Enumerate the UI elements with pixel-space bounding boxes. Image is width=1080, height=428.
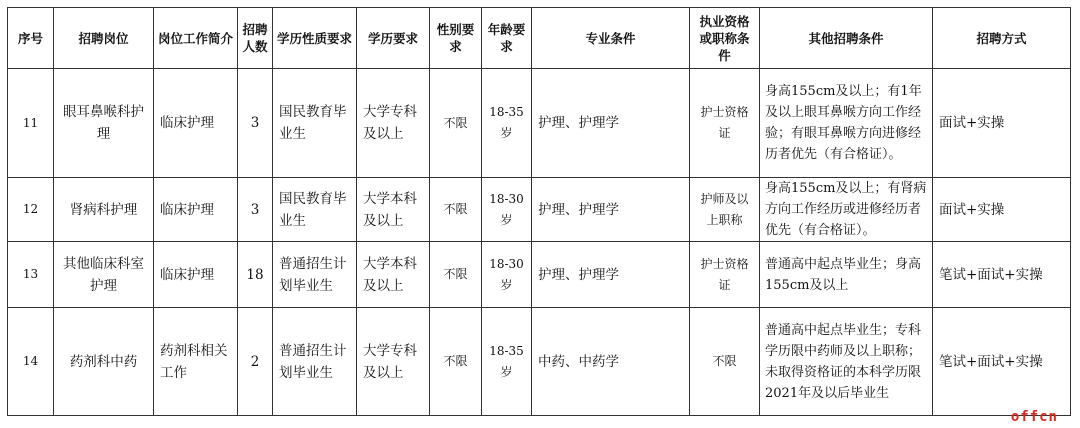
header-count: 招聘人数 — [238, 8, 273, 69]
cell-no: 13 — [8, 242, 54, 308]
cell-edu-type: 普通招生计划毕业生 — [273, 242, 357, 308]
cell-method: 面试+实操 — [933, 69, 1071, 178]
offcn-watermark: offcn — [1010, 409, 1058, 425]
header-no: 序号 — [8, 8, 54, 69]
header-major: 专业条件 — [532, 8, 690, 69]
cell-gender: 不限 — [430, 178, 482, 242]
table-row — [8, 308, 1071, 416]
cell-count: 18 — [238, 242, 273, 308]
table-row — [8, 178, 1071, 242]
cell-age: 18-35岁 — [482, 69, 532, 178]
cell-qual: 不限 — [690, 308, 760, 416]
cell-other: 普通高中起点毕业生；专科学历限中药师及以上职称；未取得资格证的本科学历限2021年及以后毕业生 — [760, 308, 933, 416]
cell-age: 18-30岁 — [482, 178, 532, 242]
cell-gender: 不限 — [430, 69, 482, 178]
cell-gender: 不限 — [430, 242, 482, 308]
header-intro: 岗位工作简介 — [154, 8, 238, 69]
cell-qual: 护士资格证 — [690, 242, 760, 308]
cell-count: 3 — [238, 178, 273, 242]
cell-intro: 临床护理 — [154, 69, 238, 178]
cell-post: 眼耳鼻喉科护理 — [54, 69, 154, 178]
header-edu-type: 学历性质要求 — [273, 8, 357, 69]
header-gender: 性别要求 — [430, 8, 482, 69]
cell-qual: 护士资格证 — [690, 69, 760, 178]
cell-count: 3 — [238, 69, 273, 178]
cell-edu-type: 国民教育毕业生 — [273, 178, 357, 242]
recruitment-table — [7, 7, 1071, 416]
header-qual: 执业资格或职称条件 — [690, 8, 760, 69]
cell-no: 12 — [8, 178, 54, 242]
cell-age: 18-30岁 — [482, 242, 532, 308]
header-row — [8, 8, 1071, 69]
header-edu-req: 学历要求 — [357, 8, 430, 69]
cell-major: 中药、中药学 — [532, 308, 690, 416]
cell-method: 笔试+面试+实操 — [933, 308, 1071, 416]
header-age: 年龄要求 — [482, 8, 532, 69]
cell-count: 2 — [238, 308, 273, 416]
cell-age: 18-35岁 — [482, 308, 532, 416]
cell-no: 14 — [8, 308, 54, 416]
cell-major: 护理、护理学 — [532, 69, 690, 178]
cell-intro: 药剂科相关工作 — [154, 308, 238, 416]
recruitment-table-container — [7, 7, 1071, 416]
cell-edu-req: 大学本科及以上 — [357, 242, 430, 308]
cell-edu-type: 国民教育毕业生 — [273, 69, 357, 178]
cell-method: 面试+实操 — [933, 178, 1071, 242]
cell-edu-type: 普通招生计划毕业生 — [273, 308, 357, 416]
cell-other: 身高155cm及以上；有1年及以上眼耳鼻喉方向工作经验；有眼耳鼻喉方向进修经历者优先（有合格证）。 — [760, 69, 933, 178]
header-post: 招聘岗位 — [54, 8, 154, 69]
header-method: 招聘方式 — [933, 8, 1071, 69]
cell-edu-req: 大学专科及以上 — [357, 308, 430, 416]
table-row — [8, 242, 1071, 308]
cell-edu-req: 大学专科及以上 — [357, 69, 430, 178]
cell-major: 护理、护理学 — [532, 178, 690, 242]
cell-other: 身高155cm及以上；有肾病方向工作经历或进修经历者优先（有合格证）。 — [760, 178, 933, 242]
cell-other: 普通高中起点毕业生；身高155cm及以上 — [760, 242, 933, 308]
cell-post: 药剂科中药 — [54, 308, 154, 416]
cell-post: 肾病科护理 — [54, 178, 154, 242]
cell-method: 笔试+面试+实操 — [933, 242, 1071, 308]
table-row — [8, 69, 1071, 178]
cell-gender: 不限 — [430, 308, 482, 416]
cell-post: 其他临床科室护理 — [54, 242, 154, 308]
cell-intro: 临床护理 — [154, 178, 238, 242]
cell-no: 11 — [8, 69, 54, 178]
cell-intro: 临床护理 — [154, 242, 238, 308]
cell-major: 护理、护理学 — [532, 242, 690, 308]
cell-edu-req: 大学本科及以上 — [357, 178, 430, 242]
header-other: 其他招聘条件 — [760, 8, 933, 69]
cell-qual: 护师及以上职称 — [690, 178, 760, 242]
